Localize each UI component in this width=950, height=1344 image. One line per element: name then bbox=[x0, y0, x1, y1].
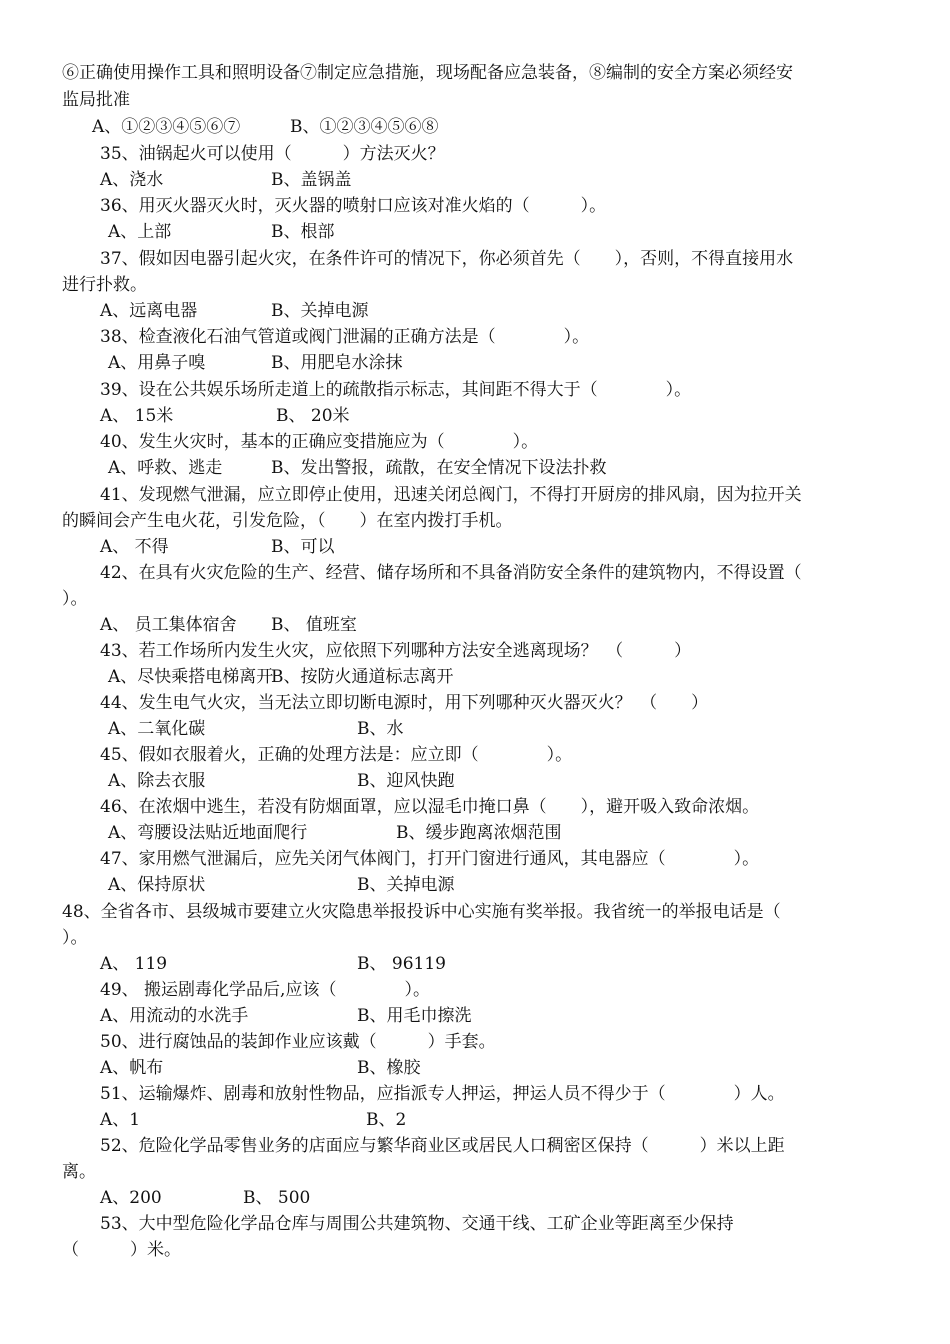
question-42-option-a: A、 员工集体宿舍 bbox=[100, 615, 237, 635]
question-35-option-a: A、浇水 bbox=[100, 170, 164, 190]
question-48-option-b: B、 96119 bbox=[357, 954, 446, 974]
question-49-option-a: A、用流动的水洗手 bbox=[100, 1006, 249, 1026]
question-34-option-b: B、①②③④⑤⑥⑧ bbox=[290, 117, 439, 137]
question-39-text: 39、设在公共娱乐场所走道上的疏散指示标志，其间距不得大于（ ）。 bbox=[100, 380, 692, 400]
question-52-option-b: B、 500 bbox=[243, 1188, 311, 1208]
question-38-text: 38、检查液化石油气管道或阀门泄漏的正确方法是（ ）。 bbox=[100, 327, 590, 347]
question-52-text-cont: 离。 bbox=[62, 1162, 96, 1182]
question-41-option-a: A、 不得 bbox=[100, 537, 169, 557]
question-42-text: 42、在具有火灾危险的生产、经营、储存场所和不具备消防安全条件的建筑物内，不得设置（ bbox=[100, 563, 802, 583]
question-36-option-b: B、根部 bbox=[271, 222, 335, 242]
question-53-text-cont: （ ）米。 bbox=[62, 1240, 181, 1260]
question-41-text-cont: 的瞬间会产生电火花，引发危险，（ ）在室内拨打手机。 bbox=[62, 511, 513, 531]
question-45-text: 45、假如衣服着火，正确的处理方法是：应立即（ ）。 bbox=[100, 745, 573, 765]
question-39-option-a: A、 15米 bbox=[100, 406, 174, 426]
question-41-text: 41、发现燃气泄漏，应立即停止使用，迅速关闭总阀门，不得打开厨房的排风扇，因为拉开关 bbox=[100, 485, 802, 505]
question-41-option-b: B、可以 bbox=[271, 537, 335, 557]
question-43-text: 43、若工作场所内发生火灾，应依照下列哪种方法安全逃离现场？ （ ） bbox=[100, 641, 692, 661]
question-44-option-b: B、水 bbox=[357, 719, 404, 739]
question-46-text: 46、在浓烟中逃生，若没有防烟面罩，应以湿毛巾掩口鼻（ ），避开吸入致命浓烟。 bbox=[100, 797, 760, 817]
question-48-text: 48、全省各市、县级城市要建立火灾隐患举报投诉中心实施有奖举报。我省统一的举报电话是（ bbox=[62, 902, 781, 922]
question-42-text-cont: ）。 bbox=[62, 589, 88, 609]
question-49-text: 49、 搬运剧毒化学品后,应该（ ）。 bbox=[100, 980, 430, 1000]
question-51-option-a: A、1 bbox=[100, 1110, 141, 1130]
question-51-text: 51、运输爆炸、剧毒和放射性物品，应指派专人押运，押运人员不得少于（ ）人。 bbox=[100, 1084, 785, 1104]
question-50-option-b: B、橡胶 bbox=[357, 1058, 421, 1078]
question-50-text: 50、进行腐蚀品的装卸作业应该戴（ ）手套。 bbox=[100, 1032, 496, 1052]
question-47-text: 47、家用燃气泄漏后，应先关闭气体阀门，打开门窗进行通风，其电器应（ ）。 bbox=[100, 849, 760, 869]
question-48-text-cont: ）。 bbox=[62, 928, 88, 948]
question-50-option-a: A、帆布 bbox=[100, 1058, 164, 1078]
question-38-option-a: A、用鼻子嗅 bbox=[108, 353, 206, 373]
question-37-text-cont: 进行扑救。 bbox=[62, 275, 147, 295]
question-39-option-b: B、 20米 bbox=[276, 406, 350, 426]
question-44-option-a: A、二氧化碳 bbox=[108, 719, 206, 739]
question-44-text: 44、发生电气火灾，当无法立即切断电源时，用下列哪种灭火器灭火？ （ ） bbox=[100, 693, 709, 713]
question-35-option-b: B、盖锅盖 bbox=[271, 170, 352, 190]
question-37-text: 37、假如因电器引起火灾，在条件许可的情况下，你必须首先（ ），否则，不得直接用水 bbox=[100, 249, 794, 269]
question-53-text: 53、大中型危险化学品仓库与周围公共建筑物、交通干线、工矿企业等距离至少保持 bbox=[100, 1214, 734, 1234]
question-51-option-b: B、2 bbox=[366, 1110, 407, 1130]
question-37-option-b: B、关掉电源 bbox=[271, 301, 369, 321]
question-40-option-a: A、呼救、逃走 bbox=[108, 458, 223, 478]
question-43-option-b: B、按防火通道标志离开 bbox=[271, 667, 454, 687]
question-49-option-b: B、用毛巾擦洗 bbox=[357, 1006, 472, 1026]
question-46-option-a: A、弯腰设法贴近地面爬行 bbox=[108, 823, 308, 843]
question-37-option-a: A、远离电器 bbox=[100, 301, 198, 321]
question-34-text-cont: 监局批准 bbox=[62, 90, 130, 110]
question-45-option-a: A、除去衣服 bbox=[108, 771, 206, 791]
question-46-option-b: B、缓步跑离浓烟范围 bbox=[396, 823, 562, 843]
question-48-option-a: A、 119 bbox=[100, 954, 168, 974]
question-47-option-b: B、关掉电源 bbox=[357, 875, 455, 895]
question-43-option-a: A、尽快乘搭电梯离开 bbox=[108, 667, 274, 687]
question-45-option-b: B、迎风快跑 bbox=[357, 771, 455, 791]
question-36-option-a: A、上部 bbox=[108, 222, 172, 242]
question-38-option-b: B、用肥皂水涂抹 bbox=[271, 353, 403, 373]
question-40-text: 40、发生火灾时，基本的正确应变措施应为（ ）。 bbox=[100, 432, 539, 452]
question-42-option-b: B、 值班室 bbox=[271, 615, 357, 635]
question-35-text: 35、油锅起火可以使用（ ）方法灭火？ bbox=[100, 144, 445, 164]
question-52-option-a: A、200 bbox=[100, 1188, 162, 1208]
question-34-text: ⑥正确使用操作工具和照明设备⑦制定应急措施，现场配备应急装备，⑧编制的安全方案必须经安 bbox=[62, 63, 793, 83]
question-52-text: 52、危险化学品零售业务的店面应与繁华商业区或居民人口稠密区保持（ ）米以上距 bbox=[100, 1136, 785, 1156]
question-36-text: 36、用灭火器灭火时，灭火器的喷射口应该对准火焰的（ ）。 bbox=[100, 196, 607, 216]
question-34-option-a: A、①②③④⑤⑥⑦ bbox=[92, 117, 241, 137]
question-40-option-b: B、发出警报，疏散，在安全情况下设法扑救 bbox=[271, 458, 607, 478]
question-47-option-a: A、保持原状 bbox=[108, 875, 206, 895]
